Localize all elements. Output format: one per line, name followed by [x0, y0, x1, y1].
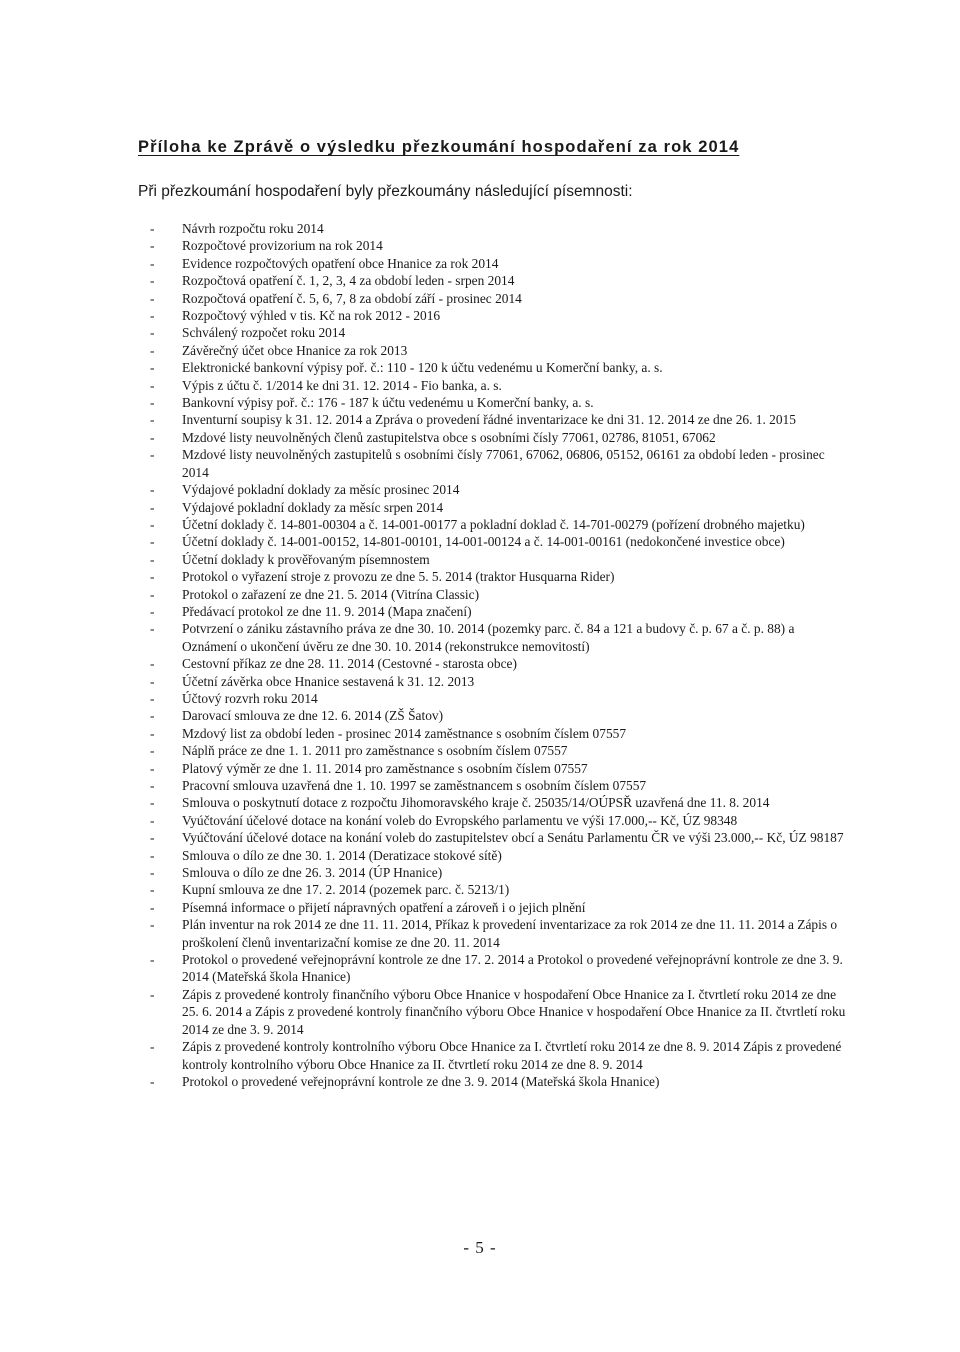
list-item [150, 690, 850, 707]
list-bullet: - [150, 986, 155, 1002]
list-item [150, 673, 850, 690]
list-bullet: - [150, 447, 155, 463]
list-item [150, 481, 850, 498]
list-item-text: Elektronické bankovní výpisy poř. č.: 110 - 120 k účtu vedenému u Komerční banky, a. s. [182, 360, 663, 376]
list-item-text: Darovací smlouva ze dne 12. 6. 2014 (ZŠ Šatov) [182, 708, 444, 724]
list-bullet: - [150, 429, 155, 445]
document-title: Příloha ke Zprávě o výsledku přezkoumání hospodaření za rok 2014 [138, 138, 740, 156]
list-item [150, 499, 850, 516]
list-item-text: Rozpočtový výhled v tis. Kč na rok 2012 - 2016 [182, 308, 441, 324]
list-item [150, 742, 850, 759]
list-item [150, 411, 850, 428]
list-item-text: Protokol o zařazení ze dne 21. 5. 2014 (Vitrína Classic) [182, 586, 480, 602]
list-bullet: - [150, 1073, 155, 1089]
list-bullet: - [150, 377, 155, 393]
list-item-text: Závěrečný účet obce Hnanice za rok 2013 [182, 342, 408, 358]
list-item [150, 272, 850, 289]
list-item [150, 899, 850, 916]
list-bullet: - [150, 569, 155, 585]
list-item-text: Evidence rozpočtových opatření obce Hnanice za rok 2014 [182, 255, 499, 271]
list-bullet: - [150, 899, 155, 915]
list-bullet: - [150, 273, 155, 289]
list-item-text: Bankovní výpisy poř. č.: 176 - 187 k účtu vedenému u Komerční banky, a. s. [182, 395, 594, 411]
list-item [150, 290, 850, 307]
list-item-text: Účetní doklady č. 14-001-00152, 14-801-00101, 14-001-00124 a č. 14-001-00161 (nedokončené investice obce) [182, 534, 785, 550]
list-bullet: - [150, 952, 155, 968]
list-bullet: - [150, 308, 155, 324]
list-bullet: - [150, 412, 155, 428]
list-item [150, 603, 850, 620]
list-bullet: - [150, 534, 155, 550]
list-item-text: Výdajové pokladní doklady za měsíc srpen 2014 [182, 499, 444, 515]
list-item [150, 829, 850, 846]
list-bullet: - [150, 238, 155, 254]
list-bullet: - [150, 342, 155, 358]
list-item-text: Účetní doklady k prověřovaným písemnostem [182, 551, 430, 567]
list-bullet: - [150, 847, 155, 863]
list-bullet: - [150, 551, 155, 567]
list-bullet: - [150, 778, 155, 793]
list-bullet: - [150, 621, 155, 637]
list-item-text: Účtový rozvrh roku 2014 [182, 690, 318, 706]
list-bullet: - [150, 325, 155, 341]
list-item [150, 916, 850, 951]
list-bullet: - [150, 516, 155, 532]
list-bullet: - [150, 255, 155, 271]
list-item [150, 359, 850, 376]
list-bullet: - [150, 760, 155, 776]
list-bullet: - [150, 603, 155, 619]
list-item [150, 446, 850, 481]
list-bullet: - [150, 812, 155, 828]
list-bullet: - [150, 865, 155, 881]
list-item [150, 533, 850, 550]
list-item [150, 847, 850, 864]
list-item-text: Předávací protokol ze dne 11. 9. 2014 (Mapa značení) [182, 603, 472, 619]
list-item-text: Rozpočtové provizorium na rok 2014 [182, 238, 383, 254]
list-item-text: Účetní závěrka obce Hnanice sestavená k 31. 12. 2013 [182, 673, 475, 689]
list-item [150, 1038, 850, 1073]
list-item [150, 237, 850, 254]
list-item [150, 586, 850, 603]
list-item-text: Pracovní smlouva uzavřená dne 1. 10. 1997 se zaměstnancem s osobním číslem 07557 [182, 778, 647, 793]
list-item [150, 307, 850, 324]
list-item-text: Inventurní soupisy k 31. 12. 2014 a Zpráva o provedení řádné inventarizace ke dni 31. 12. 2014 ze dne 26. 1. 2015 [182, 412, 796, 428]
list-bullet: - [150, 360, 155, 376]
list-item-text: Zápis z provedené kontroly kontrolního výboru Obce Hnanice za I. čtvrtletí roku 2014 ze dne 8. 9. 2014 Zápis z provedené kontroly kontrolního výboru Obce Hnanice za II. čtvrtletí roku 2014 ze dne 8. 9. 2014 [182, 1039, 842, 1072]
list-bullet: - [150, 290, 155, 306]
list-item-text: Rozpočtová opatření č. 5, 6, 7, 8 za období září - prosinec 2014 [182, 290, 522, 306]
list-item [150, 760, 850, 777]
list-item [150, 342, 850, 359]
list-item-text: Cestovní příkaz ze dne 28. 11. 2014 (Cestovné - starosta obce) [182, 656, 517, 672]
list-item [150, 516, 850, 533]
list-item [150, 1073, 850, 1090]
list-item-text: Potvrzení o zániku zástavního práva ze dne 30. 10. 2014 (pozemky parc. č. 84 a 121 a budovy č. p. 67 a č. p. 88) a Oznámení o ukončení úvěru ze dne 30. 10. 2014 (rekonstrukce nemovitostí) [182, 621, 795, 654]
list-bullet: - [150, 482, 155, 498]
list-item-text: Kupní smlouva ze dne 17. 2. 2014 (pozemek parc. č. 5213/1) [182, 882, 510, 898]
list-item [150, 725, 850, 742]
list-bullet: - [150, 882, 155, 898]
list-item-text: Platový výměr ze dne 1. 11. 2014 pro zaměstnance s osobním číslem 07557 [182, 760, 588, 776]
list-item-text: Protokol o provedené veřejnoprávní kontrole ze dne 17. 2. 2014 a Protokol o provedené veřejnoprávní kontrole ze dne 3. 9. 2014 (Mateřská škola Hnanice) [182, 952, 843, 985]
list-item [150, 881, 850, 898]
document-list [150, 220, 850, 1090]
list-bullet: - [150, 708, 155, 724]
list-bullet: - [150, 725, 155, 741]
list-item [150, 986, 850, 1038]
list-item [150, 551, 850, 568]
list-item [150, 324, 850, 341]
list-item [150, 394, 850, 411]
list-item [150, 429, 850, 446]
list-item [150, 377, 850, 394]
list-item-text: Smlouva o poskytnutí dotace z rozpočtu Jihomoravského kraje č. 25035/14/OÚPSŘ uzavřená dne 11. 8. 2014 [182, 795, 770, 811]
list-item [150, 707, 850, 724]
list-item-text: Návrh rozpočtu roku 2014 [182, 221, 324, 236]
list-item [150, 620, 850, 655]
list-bullet: - [150, 795, 155, 811]
list-item-text: Náplň práce ze dne 1. 1. 2011 pro zaměstnance s osobním číslem 07557 [182, 743, 568, 759]
list-item-text: Protokol o vyřazení stroje z provozu ze dne 5. 5. 2014 (traktor Husquarna Rider) [182, 569, 615, 585]
list-bullet: - [150, 656, 155, 672]
list-item-text: Účetní doklady č. 14-801-00304 a č. 14-001-00177 a pokladní doklad č. 14-701-00279 (pořízení drobného majetku) [182, 516, 805, 532]
list-item-text: Smlouva o dílo ze dne 26. 3. 2014 (ÚP Hnanice) [182, 865, 443, 881]
list-item-text: Mzdové listy neuvolněných členů zastupitelstva obce s osobními čísly 77061, 02786, 81051, 67062 [182, 429, 716, 445]
list-item-text: Smlouva o dílo ze dne 30. 1. 2014 (Deratizace stokové sítě) [182, 847, 502, 863]
list-item-text: Vyúčtování účelové dotace na konání voleb do zastupitelstev obcí a Senátu Parlamentu ČR ve výši 23.000,-- Kč, ÚZ 98187 [182, 830, 844, 846]
list-item [150, 812, 850, 829]
list-item [150, 568, 850, 585]
list-bullet: - [150, 1039, 155, 1055]
list-item [150, 220, 850, 237]
list-item-text: Písemná informace o přijetí nápravných opatření a zároveň i o jejich plnění [182, 899, 586, 915]
list-bullet: - [150, 690, 155, 706]
list-item-text: Schválený rozpočet roku 2014 [182, 325, 346, 341]
list-bullet: - [150, 586, 155, 602]
list-item [150, 864, 850, 881]
intro-text: Při přezkoumání hospodaření byly přezkoumány následující písemnosti: [138, 183, 633, 200]
list-bullet: - [150, 743, 155, 759]
list-bullet: - [150, 499, 155, 515]
list-item-text: Vyúčtování účelové dotace na konání voleb do Evropského parlamentu ve výši 17.000,-- Kč, ÚZ 98348 [182, 812, 738, 828]
list-item-text: Výdajové pokladní doklady za měsíc prosinec 2014 [182, 482, 460, 498]
list-item [150, 777, 850, 794]
list-bullet: - [150, 395, 155, 411]
list-item-text: Plán inventur na rok 2014 ze dne 11. 11. 2014, Příkaz k provedení inventarizace za rok 2014 ze dne 11. 11. 2014 a Zápis o proškolení členů inventarizační komise ze dne 20. 11. 2014 [182, 917, 838, 950]
list-item-text: Zápis z provedené kontroly finančního výboru Obce Hnanice v hospodaření Obce Hnanice za I. čtvrtletí roku 2014 ze dne 25. 6. 2014 a Zápis z provedené kontroly finančního výboru Obce Hnanice v hospodaření Obce Hnanice za II. čtvrtletí roku 2014 ze dne 3. 9. 2014 [182, 986, 846, 1037]
list-item-text: Výpis z účtu č. 1/2014 ke dni 31. 12. 2014 - Fio banka, a. s. [182, 377, 502, 393]
list-item-text: Mzdové listy neuvolněných zastupitelů s osobními čísly 77061, 67062, 06806, 05152, 06161 za období leden - prosinec 2014 [182, 447, 825, 480]
list-item-text: Protokol o provedené veřejnoprávní kontrole ze dne 3. 9. 2014 (Mateřská škola Hnanice) [182, 1073, 660, 1089]
list-item-text: Mzdový list za období leden - prosinec 2014 zaměstnance s osobním číslem 07557 [182, 725, 627, 741]
list-bullet: - [150, 673, 155, 689]
page-number: - 5 - [463, 1238, 497, 1257]
list-item [150, 255, 850, 272]
list-bullet: - [150, 221, 155, 236]
list-item-text: Rozpočtová opatření č. 1, 2, 3, 4 za období leden - srpen 2014 [182, 273, 515, 289]
list-item [150, 951, 850, 986]
list-item [150, 655, 850, 672]
list-item [150, 794, 850, 811]
list-bullet: - [150, 830, 155, 846]
list-bullet: - [150, 917, 155, 933]
